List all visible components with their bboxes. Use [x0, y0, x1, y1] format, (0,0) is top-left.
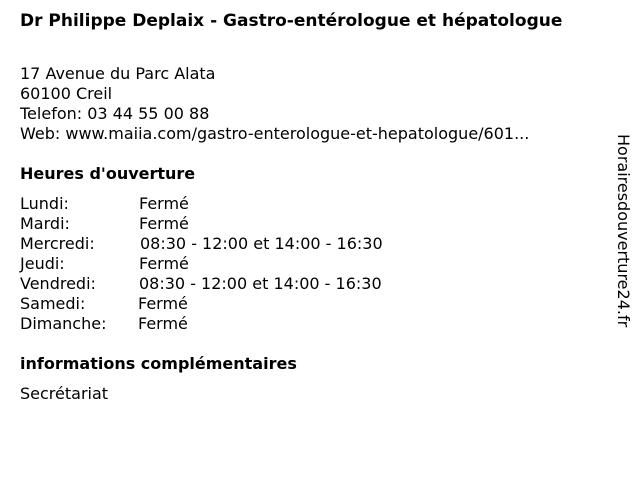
address-city: 60100 Creil — [20, 84, 113, 103]
hours-value: 08:30 - 12:00 et 14:00 - 16:30 — [140, 234, 383, 253]
page-title: Dr Philippe Deplaix - Gastro-entérologue et hépatologue — [20, 11, 563, 31]
site-watermark: Horairesdouverture24.fr — [614, 134, 633, 328]
hours-day: Lundi: — [20, 194, 69, 213]
hours-value: Fermé — [139, 214, 189, 233]
hours-value: Fermé — [138, 314, 188, 333]
hours-day: Dimanche: — [20, 314, 107, 333]
phone-line: Telefon: 03 44 55 00 88 — [20, 104, 210, 123]
hours-day: Vendredi: — [20, 274, 96, 293]
address-block — [20, 64, 529, 144]
address-street: 17 Avenue du Parc Alata — [20, 64, 216, 83]
hours-value: Fermé — [139, 254, 189, 273]
hours-day: Samedi: — [20, 294, 86, 313]
hours-day: Jeudi: — [20, 254, 65, 273]
additional-info-text: Secrétariat — [20, 384, 109, 403]
additional-info-heading: informations complémentaires — [20, 354, 297, 373]
hours-day: Mercredi: — [20, 234, 95, 253]
web-line: Web: www.maiia.com/gastro-enterologue-et-hepatologue/601... — [20, 124, 530, 143]
hours-day: Mardi: — [20, 214, 70, 233]
opening-hours-heading: Heures d'ouverture — [20, 164, 196, 183]
hours-value: Fermé — [139, 194, 189, 213]
hours-value: Fermé — [138, 294, 188, 313]
hours-value: 08:30 - 12:00 et 14:00 - 16:30 — [139, 274, 382, 293]
